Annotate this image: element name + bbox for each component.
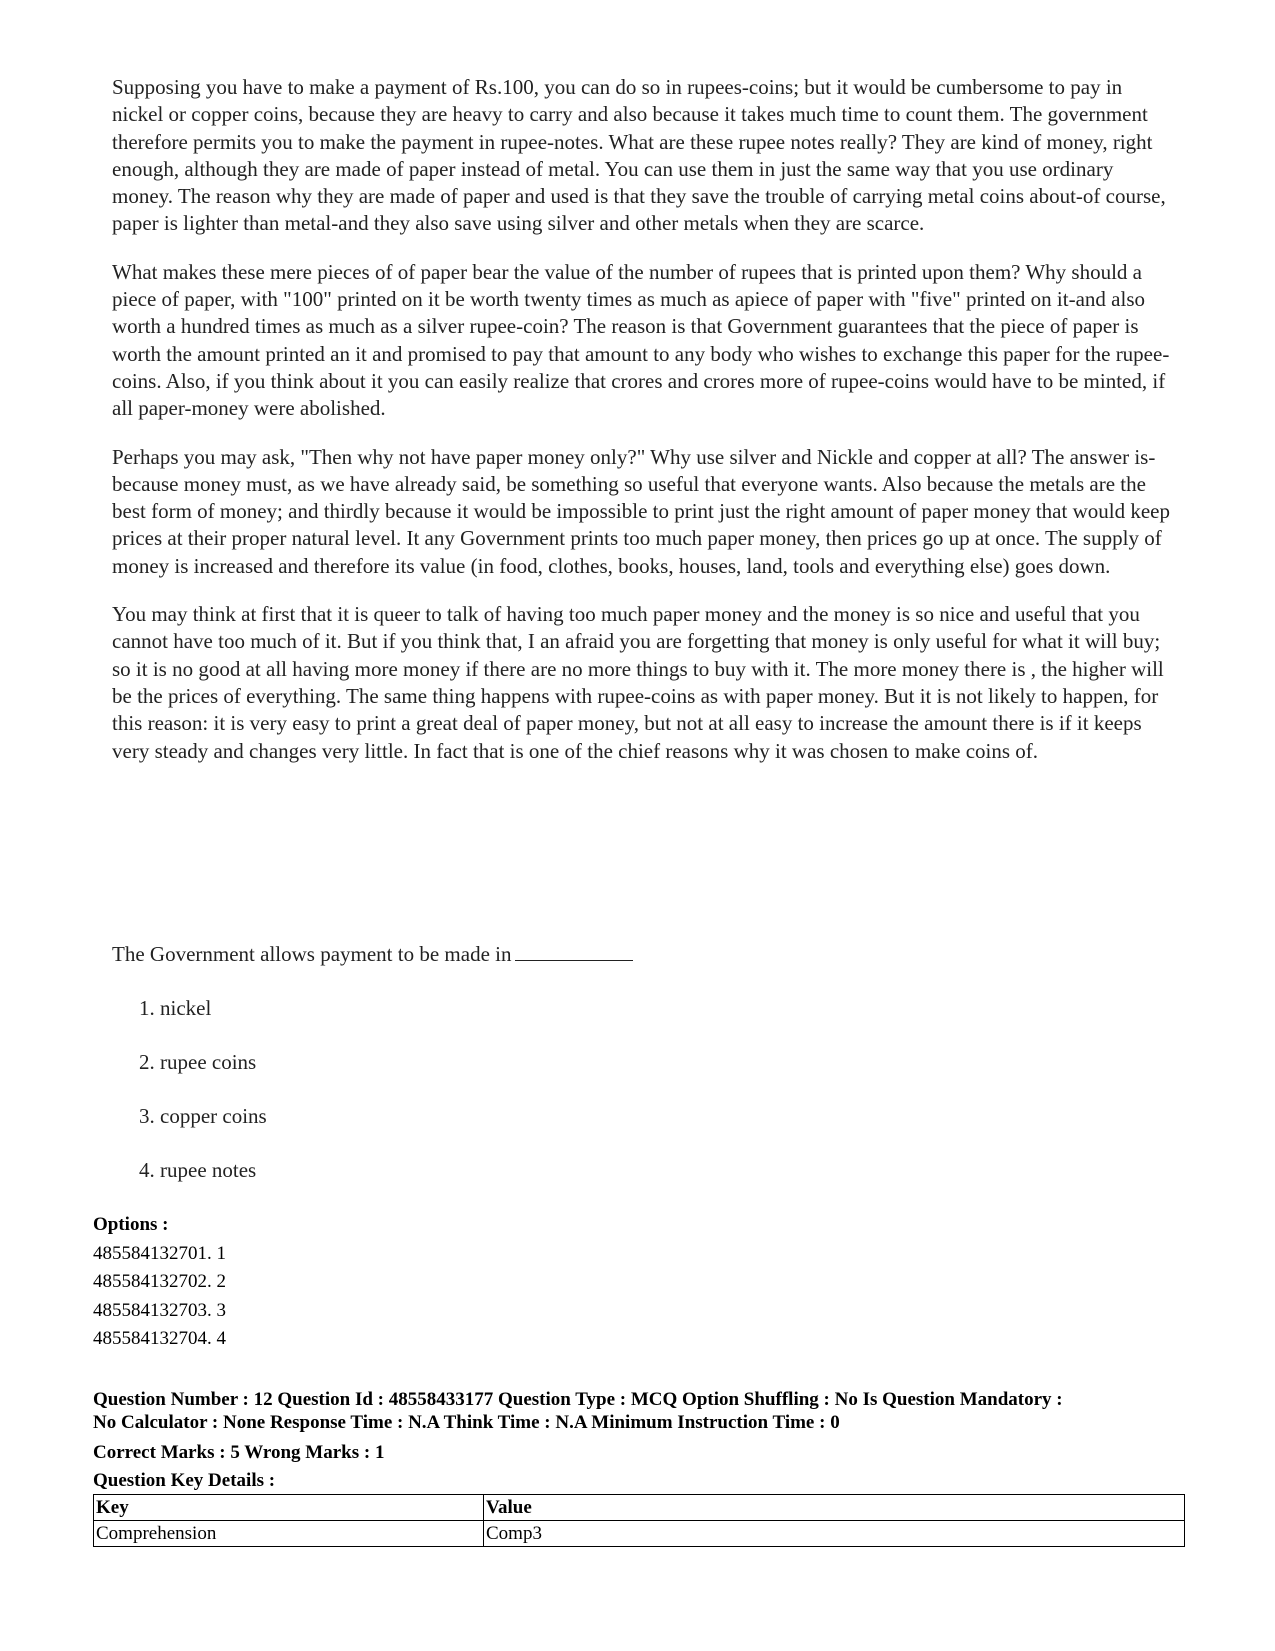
table-header-key: Key [94, 1495, 484, 1521]
question-stem-text: The Government allows payment to be made in [112, 942, 512, 966]
option-id-item: 485584132701. 1 [93, 1242, 226, 1264]
option-id-item: 485584132702. 2 [93, 1271, 226, 1292]
passage-paragraph-3: Perhaps you may ask, "Then why not have paper money only?" Why use silver and Nickle and copper at all? The answer is-because money must, as we have already said, be something so useful that everyone wants. Also because the metals are the best form of money; and thirdly because it would be impossible to print just the right amount of paper money that would keep prices at their proper natural level. It any Government prints too much paper money, then prices go up at once. The supply of money is increased and therefore its value (in food, clothes, books, houses, land, tools and everything else) goes down. [112, 444, 1170, 578]
passage-paragraph-4: You may think at first that it is queer to talk of having too much paper money and the money is so nice and useful that you cannot have too much of it. But if you think that, I an afraid you are forgetting that money is only useful for what it will buy; so it is no good at all having more money if there are no more things to buy with it. The more money there is , the higher will be the prices of everything. The same thing happens with rupee-coins as with paper money. But it is not likely to happen, for this reason: it is very easy to print a great deal of paper money, but not at all easy to increase the amount there is if it keeps very steady and changes very little. In fact that is one of the chief reasons why it was chosen to make coins of. [112, 602, 1164, 763]
option-id-item: 485584132703. 3 [93, 1299, 226, 1321]
option-id-item: 485584132704. 4 [93, 1328, 226, 1349]
key-details-heading: Question Key Details : [93, 1470, 276, 1491]
choice-item: 1. nickel [139, 996, 212, 1020]
marks-line: Correct Marks : 5 Wrong Marks : 1 [93, 1442, 385, 1463]
metadata-line-1: Question Number : 12 Question Id : 48558433177 Question Type : MCQ Option Shuffling : No Is Question Mandatory : [93, 1389, 1063, 1410]
passage-paragraph-2: What makes these mere pieces of of paper bear the value of the number of rupees that is printed upon them? Why should a piece of paper, with "100" printed on it be worth twenty times as much as apiece of paper with "five" printed on it-and also worth a hundred times as much as a silver rupee-coin? The reason is that Government guarantees that the piece of paper is worth the amount printed an it and promised to pay that amount to any body who wishes to exchange this paper for the rupee-coins. Also, if you think about it you can easily realize that crores and crores more of rupee-coins would have to be minted, if all paper-money were abolished. [112, 259, 1170, 421]
question-stem [112, 942, 633, 967]
table-row [94, 1521, 1185, 1547]
passage-paragraph-1: Supposing you have to make a payment of Rs.100, you can do so in rupees-coins; but it would be cumbersome to pay in nickel or copper coins, because they are heavy to carry and also because it takes much time to count them. The government therefore permits you to make the payment in rupee-notes. What are these rupee notes really? They are kind of money, right enough, although they are made of paper instead of metal. You can use them in just the same way that you use ordinary money. The reason why they are made of paper and used is that they save the trouble of carrying metal coins about-of course, paper is lighter than metal-and they also save using silver and other metals when they are scarce. [112, 75, 1166, 236]
choice-item: 2. rupee coins [139, 1050, 257, 1074]
answer-blank [515, 942, 633, 961]
choice-item: 3. copper coins [139, 1104, 267, 1128]
comprehension-passage [112, 74, 1172, 786]
metadata-line-2: No Calculator : None Response Time : N.A Think Time : N.A Minimum Instruction Time : 0 [93, 1412, 840, 1433]
answer-choices [139, 996, 267, 1212]
question-metadata [93, 1388, 1193, 1495]
table-cell-value: Comp3 [484, 1521, 1185, 1547]
table-header-row [94, 1495, 1185, 1521]
table-header-value: Value [484, 1495, 1185, 1521]
table-cell-key: Comprehension [94, 1521, 484, 1547]
options-heading: Options : [93, 1214, 169, 1235]
options-block [93, 1211, 226, 1354]
choice-item: 4. rupee notes [139, 1158, 257, 1182]
key-details-table [93, 1494, 1185, 1547]
